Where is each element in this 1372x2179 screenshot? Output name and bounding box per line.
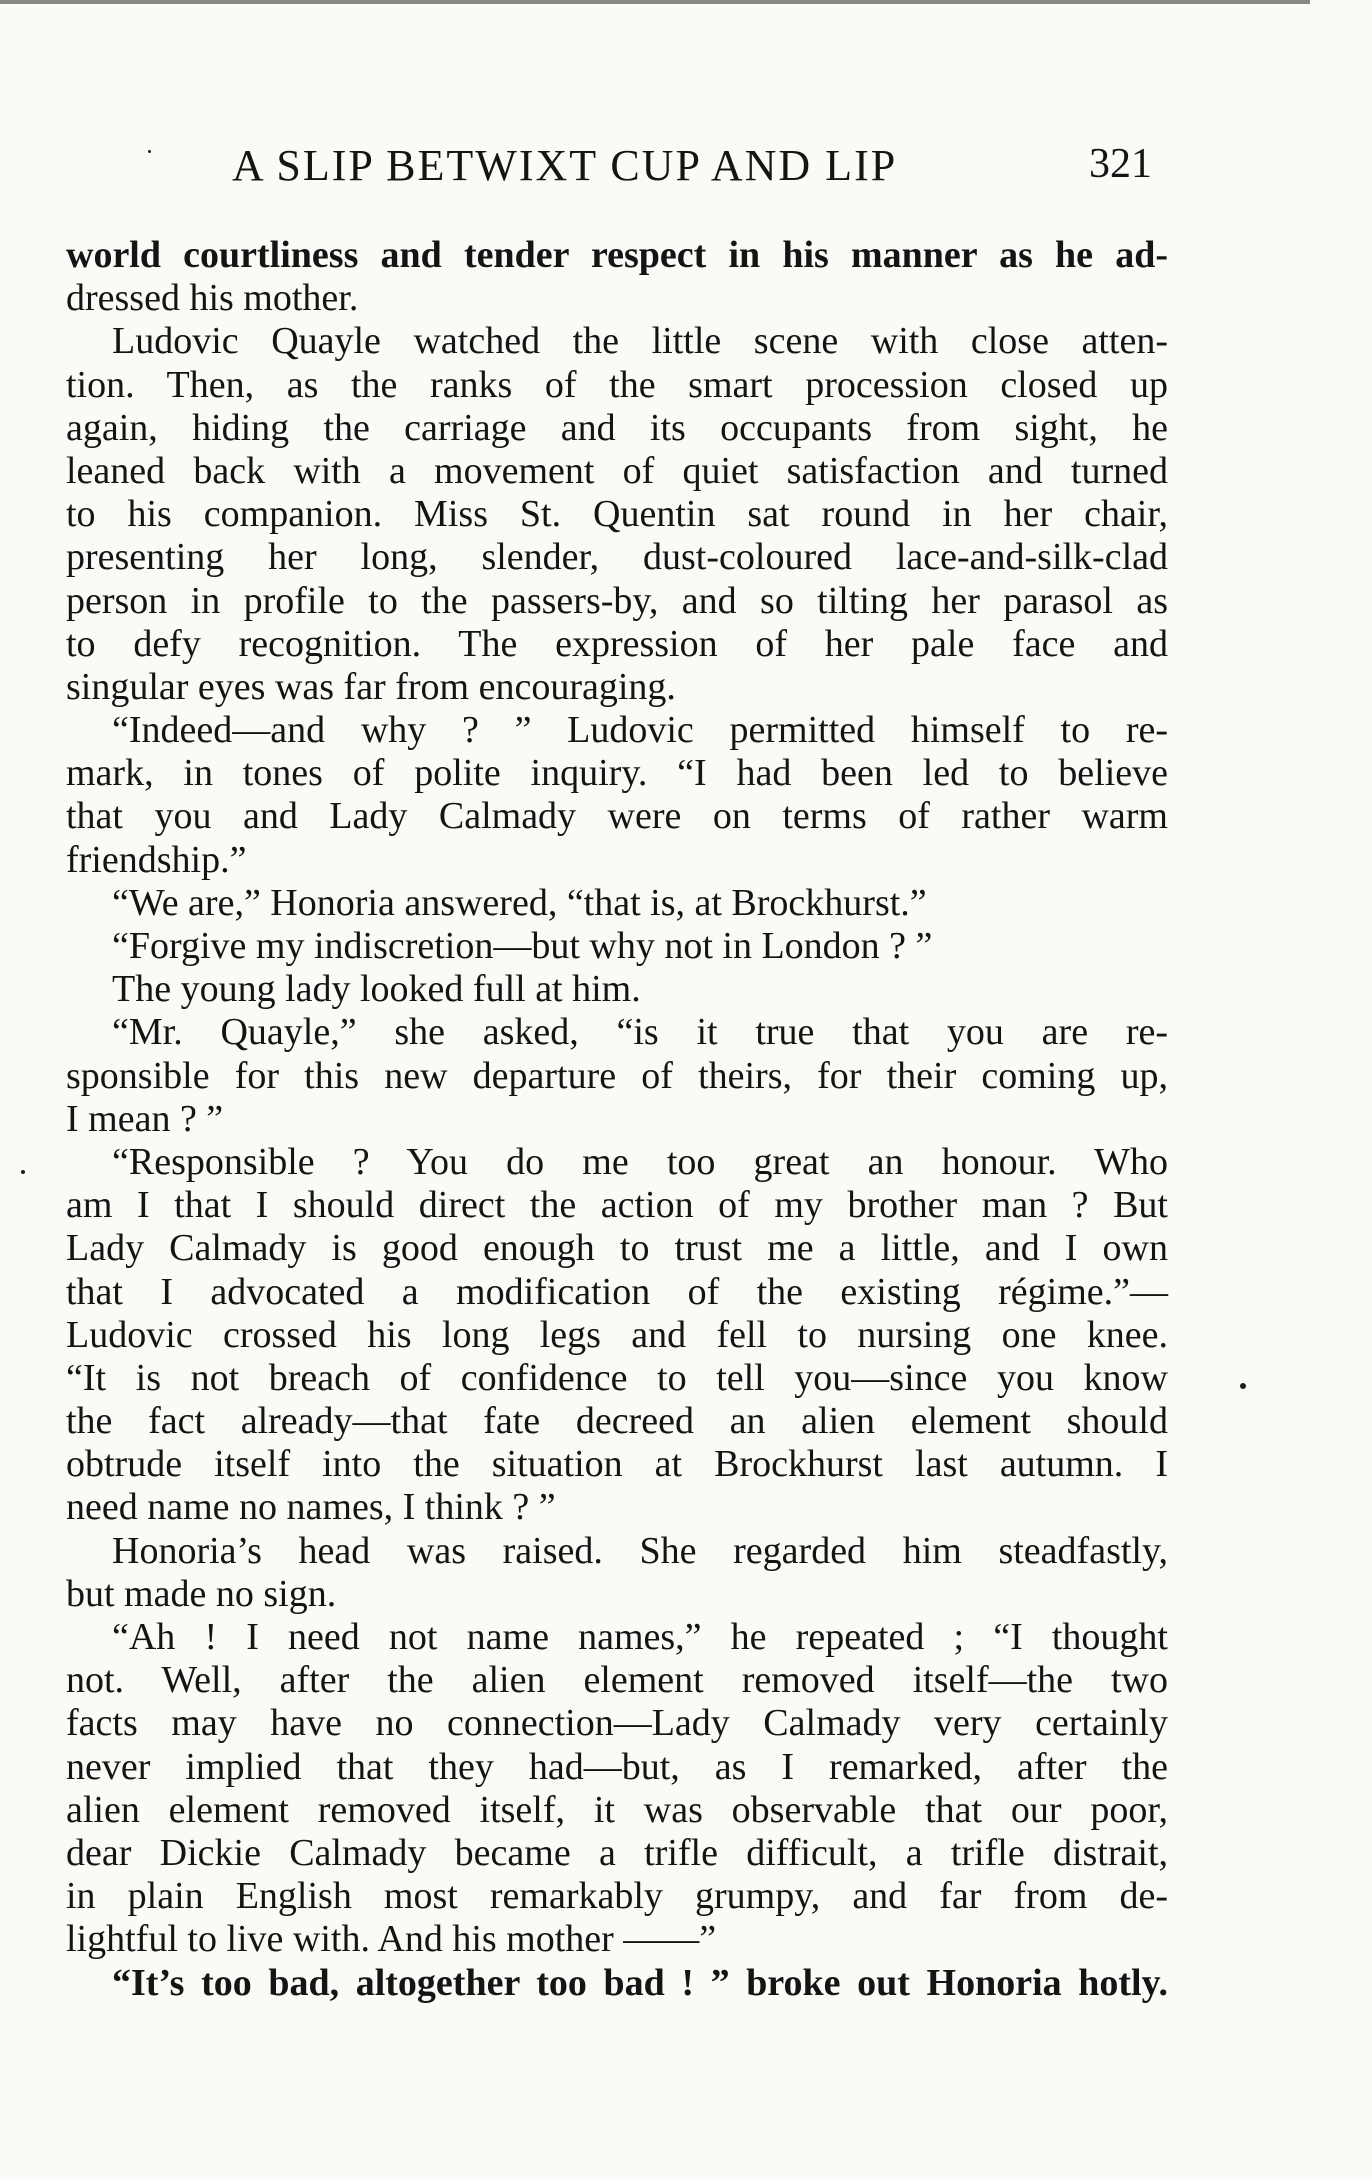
text-line: “It’s too bad, altogether too bad ! ” broke out Honoria hotly.	[112, 1961, 1168, 2004]
text-line: mark, in tones of polite inquiry. “I had been led to believe	[66, 752, 1168, 795]
text-line: Honoria’s head was raised. She regarded him steadfastly,	[112, 1529, 1168, 1572]
body-text	[66, 234, 1168, 2005]
text-line: obtrude itself into the situation at Brockhurst last autumn. I	[66, 1443, 1168, 1486]
text-line: friendship.”	[66, 838, 247, 881]
page-number: 321	[1089, 141, 1152, 187]
text-line: alien element removed itself, it was observable that our poor,	[66, 1788, 1168, 1831]
text-line: again, hiding the carriage and its occupants from sight, he	[66, 406, 1168, 449]
text-line: I mean ? ”	[66, 1097, 224, 1140]
text-line: person in profile to the passers-by, and so tilting her parasol as	[66, 579, 1168, 622]
text-line: “We are,” Honoria answered, “that is, at Brockhurst.”	[112, 881, 927, 924]
text-line: need name no names, I think ? ”	[66, 1486, 556, 1529]
text-line: Lady Calmady is good enough to trust me a little, and I own	[66, 1227, 1168, 1270]
text-line: am I that I should direct the action of my brother man ? But	[66, 1184, 1168, 1227]
text-line: not. Well, after the alien element removed itself—the two	[66, 1659, 1168, 1702]
text-line: Ludovic Quayle watched the little scene with close atten-	[112, 320, 1168, 363]
text-line: that you and Lady Calmady were on terms of rather warm	[66, 795, 1168, 838]
text-line: sponsible for this new departure of theirs, for their coming up,	[66, 1054, 1168, 1097]
text-line: The young lady looked full at him.	[112, 968, 641, 1011]
text-line: but made no sign.	[66, 1572, 337, 1615]
text-line: to defy recognition. The expression of her pale face and	[66, 622, 1168, 665]
text-line: never implied that they had—but, as I remarked, after the	[66, 1745, 1168, 1788]
text-line: world courtliness and tender respect in his manner as he ad-	[66, 234, 1168, 276]
text-line: Ludovic crossed his long legs and fell to nursing one knee.	[66, 1313, 1168, 1356]
top-edge-rule	[0, 0, 1310, 4]
ink-speck	[21, 1170, 25, 1174]
text-line: the fact already—that fate decreed an alien element should	[66, 1400, 1168, 1443]
text-line: “Forgive my indiscretion—but why not in London ? ”	[112, 925, 933, 967]
text-line: that I advocated a modification of the existing régime.”—	[66, 1270, 1168, 1313]
text-line: in plain English most remarkably grumpy, and far from de-	[66, 1875, 1168, 1918]
text-line: “Responsible ? You do me too great an honour. Who	[112, 1140, 1168, 1183]
text-line: presenting her long, slender, dust-coloured lace-and-silk-clad	[66, 536, 1168, 579]
page-header	[232, 140, 1152, 200]
text-line: to his companion. Miss St. Quentin sat round in her chair,	[66, 493, 1168, 536]
text-line: “Indeed—and why ? ” Ludovic permitted himself to re-	[112, 709, 1168, 752]
text-line: leaned back with a movement of quiet satisfaction and turned	[66, 449, 1168, 492]
text-line: dear Dickie Calmady became a trifle difficult, a trifle distrait,	[66, 1831, 1168, 1874]
text-line: dressed his mother.	[66, 277, 359, 320]
text-line: singular eyes was far from encouraging.	[66, 665, 676, 708]
text-line: lightful to live with. And his mother ——”	[66, 1918, 717, 1961]
text-line: tion. Then, as the ranks of the smart procession closed up	[66, 363, 1168, 406]
text-line: facts may have no connection—Lady Calmady very certainly	[66, 1702, 1168, 1745]
text-line: “Mr. Quayle,” she asked, “is it true that you are re-	[112, 1011, 1168, 1054]
running-head: A SLIP BETWIXT CUP AND LIP	[232, 141, 898, 190]
text-line: “Ah ! I need not name names,” he repeated ; “I thought	[112, 1616, 1168, 1658]
ink-speck	[1240, 1383, 1246, 1389]
text-line: “It is not breach of confidence to tell you—since you know	[66, 1356, 1168, 1399]
ink-speck	[148, 150, 151, 153]
